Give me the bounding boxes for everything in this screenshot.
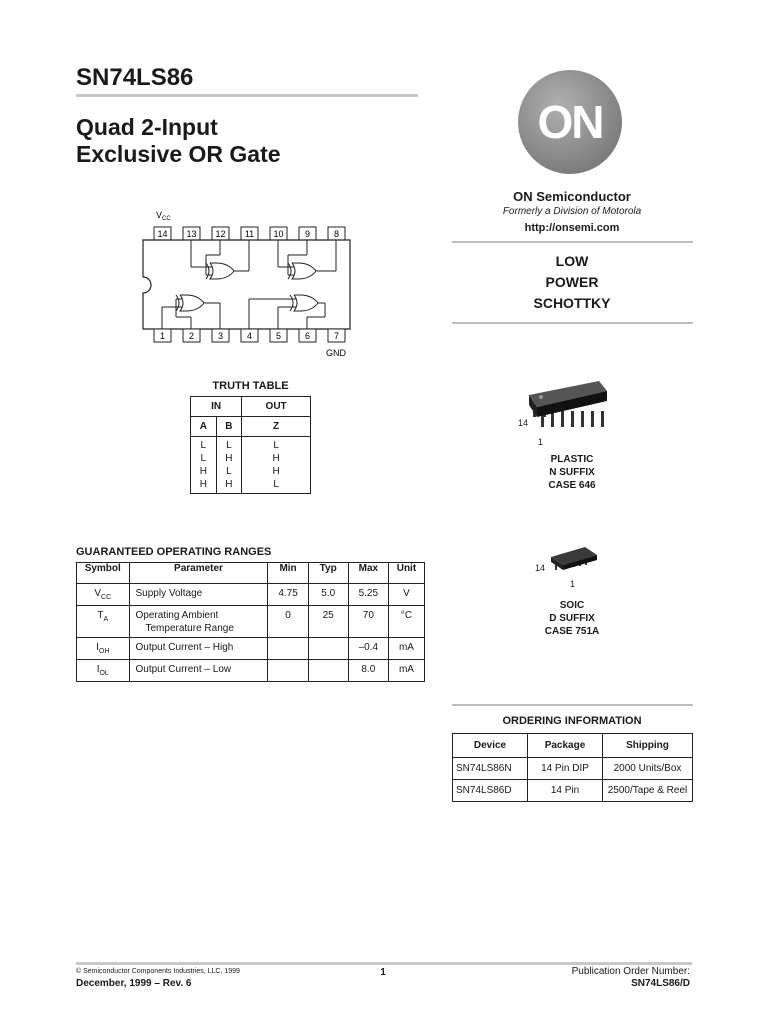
table-row — [77, 606, 425, 638]
pin — [299, 227, 316, 240]
ordering-divider — [452, 704, 693, 706]
package-cell: 14 Pin — [528, 780, 603, 802]
ordering-table — [452, 733, 693, 802]
family-divider-top — [452, 241, 693, 243]
truth-table-title: TRUTH TABLE — [212, 380, 289, 392]
dip-package-image — [515, 375, 615, 450]
shipping-cell: 2000 Units/Box — [603, 758, 693, 780]
table-row — [453, 758, 693, 780]
family-line: SCHOTTKY — [533, 295, 611, 311]
pin — [154, 329, 171, 342]
truth-table-header: A — [191, 417, 217, 437]
truth-table-header: B — [216, 417, 242, 437]
part-number: SN74LS86 — [76, 64, 194, 91]
svg-text:13: 13 — [186, 229, 197, 239]
svg-text:7: 7 — [333, 331, 340, 341]
pinout-diagram — [140, 205, 355, 365]
pin — [270, 227, 287, 240]
svg-text:4: 4 — [246, 331, 253, 341]
parameter-cell: Output Current – Low — [129, 660, 268, 682]
family-divider-bottom — [452, 322, 693, 324]
unit-cell: V — [388, 584, 424, 606]
pin1-marker — [539, 395, 543, 399]
svg-text:9: 9 — [304, 229, 311, 239]
symbol-cell: $V_{CC}$ — [77, 584, 130, 606]
pin — [299, 329, 316, 342]
title-line-1: Quad 2-Input — [76, 114, 218, 140]
package-line: D SUFFIX — [549, 613, 595, 624]
svg-text:3: 3 — [217, 331, 224, 341]
package-line: N SUFFIX — [549, 467, 595, 478]
logic-family — [452, 251, 692, 314]
pin — [241, 329, 258, 342]
pin — [183, 227, 200, 240]
package-cell: 14 Pin DIP — [528, 758, 603, 780]
column-header: Typ — [308, 563, 348, 584]
pin — [212, 227, 229, 240]
publication-label: Publication Order Number: — [571, 966, 690, 977]
unit-cell: °C — [388, 606, 424, 638]
family-line: POWER — [545, 274, 599, 290]
max-cell: –0.4 — [348, 638, 388, 660]
table-row — [77, 584, 425, 606]
pin — [270, 329, 287, 342]
max-cell: 70 — [348, 606, 388, 638]
svg-text:1: 1 — [159, 331, 166, 341]
publication-number: SN74LS86/D — [631, 978, 690, 989]
brand-tagline: Formerly a Division of Motorola — [502, 206, 642, 217]
ordering-title: ORDERING INFORMATION — [502, 715, 642, 727]
pin — [183, 329, 200, 342]
package-line: CASE 751A — [544, 626, 600, 637]
symbol-cell: $I_{OL}$ — [77, 660, 130, 682]
footer-divider — [76, 962, 692, 965]
top-pin-row — [154, 227, 345, 240]
max-cell: 8.0 — [348, 660, 388, 682]
pin — [212, 329, 229, 342]
column-header: Parameter — [129, 563, 268, 584]
dip-pin1-label: 1 — [538, 437, 544, 447]
min-cell — [268, 638, 308, 660]
copyright: © Semiconductor Components Industries, LLC, 1999 — [76, 968, 240, 975]
table-row — [453, 780, 693, 802]
truth-table-group-out: OUT — [242, 397, 311, 417]
dip-pin14-label: 14 — [518, 418, 529, 428]
column-header: Unit — [388, 563, 424, 584]
truth-table-header: Z — [242, 417, 311, 437]
parameter-cell: Output Current – High — [129, 638, 268, 660]
unit-cell: mA — [388, 660, 424, 682]
bottom-pin-row — [154, 329, 345, 342]
svg-text:5: 5 — [275, 331, 282, 341]
truth-table — [190, 396, 311, 494]
package-line: CASE 646 — [548, 480, 596, 491]
svg-text:14: 14 — [157, 229, 168, 239]
column-header: Device — [453, 734, 528, 758]
column-header: Package — [528, 734, 603, 758]
soic-package-image — [545, 543, 605, 581]
table-header-row — [453, 734, 693, 758]
typ-cell — [308, 660, 348, 682]
parameter-cell: Supply Voltage — [129, 584, 268, 606]
gnd-label: GND — [326, 348, 346, 358]
pin — [154, 227, 171, 240]
truth-table-group-in: IN — [191, 397, 242, 417]
symbol-cell: $T_A$ — [77, 606, 130, 638]
on-semiconductor-logo: ON — [518, 70, 622, 174]
vcc-label: $V_{CC}$ — [156, 210, 171, 222]
header-divider — [76, 94, 418, 97]
svg-text:6: 6 — [304, 331, 311, 341]
parameter-cell: Operating Ambient Temperature Range — [129, 606, 268, 638]
pin — [241, 227, 258, 240]
device-cell: SN74LS86D — [453, 780, 528, 802]
svg-text:2: 2 — [188, 331, 195, 341]
table-row — [77, 660, 425, 682]
min-cell — [268, 660, 308, 682]
pin — [328, 227, 345, 240]
typ-cell — [308, 638, 348, 660]
svg-text:12: 12 — [215, 229, 226, 239]
device-cell: SN74LS86N — [453, 758, 528, 780]
shipping-cell: 2500/Tape & Reel — [603, 780, 693, 802]
column-header: Min — [268, 563, 308, 584]
table-header-row — [77, 563, 425, 584]
soic-package-label — [512, 599, 632, 638]
truth-table-column-z: L H H L — [242, 437, 311, 494]
svg-text:8: 8 — [333, 229, 340, 239]
symbol-cell: $I_{OH}$ — [77, 638, 130, 660]
typ-cell: 5.0 — [308, 584, 348, 606]
chip-body — [143, 240, 350, 329]
soic-pin1-label: 1 — [570, 579, 576, 589]
svg-text:11: 11 — [244, 229, 255, 239]
package-line: PLASTIC — [550, 454, 594, 465]
operating-ranges-table — [76, 562, 425, 682]
min-cell: 4.75 — [268, 584, 308, 606]
revision-date: December, 1999 – Rev. 6 — [76, 978, 192, 989]
page-number: 1 — [380, 967, 386, 978]
min-cell: 0 — [268, 606, 308, 638]
column-header: Symbol — [77, 563, 130, 584]
table-row — [77, 638, 425, 660]
truth-table-column-b: L H L H — [216, 437, 242, 494]
column-header: Shipping — [603, 734, 693, 758]
svg-text:10: 10 — [273, 229, 284, 239]
title-line-2: Exclusive OR Gate — [76, 141, 281, 167]
website-link[interactable]: http://onsemi.com — [524, 222, 620, 234]
dip-package-label — [512, 453, 632, 492]
brand-name: ON Semiconductor — [513, 189, 631, 204]
package-line: SOIC — [559, 600, 585, 611]
pin — [328, 329, 345, 342]
soic-pin14-label: 14 — [535, 563, 546, 573]
page-title — [76, 114, 281, 168]
column-header: Max — [348, 563, 388, 584]
operating-ranges-title: GUARANTEED OPERATING RANGES — [76, 546, 272, 558]
truth-table-column-a: L L H H — [191, 437, 217, 494]
max-cell: 5.25 — [348, 584, 388, 606]
unit-cell: mA — [388, 638, 424, 660]
typ-cell: 25 — [308, 606, 348, 638]
family-line: LOW — [555, 253, 589, 269]
